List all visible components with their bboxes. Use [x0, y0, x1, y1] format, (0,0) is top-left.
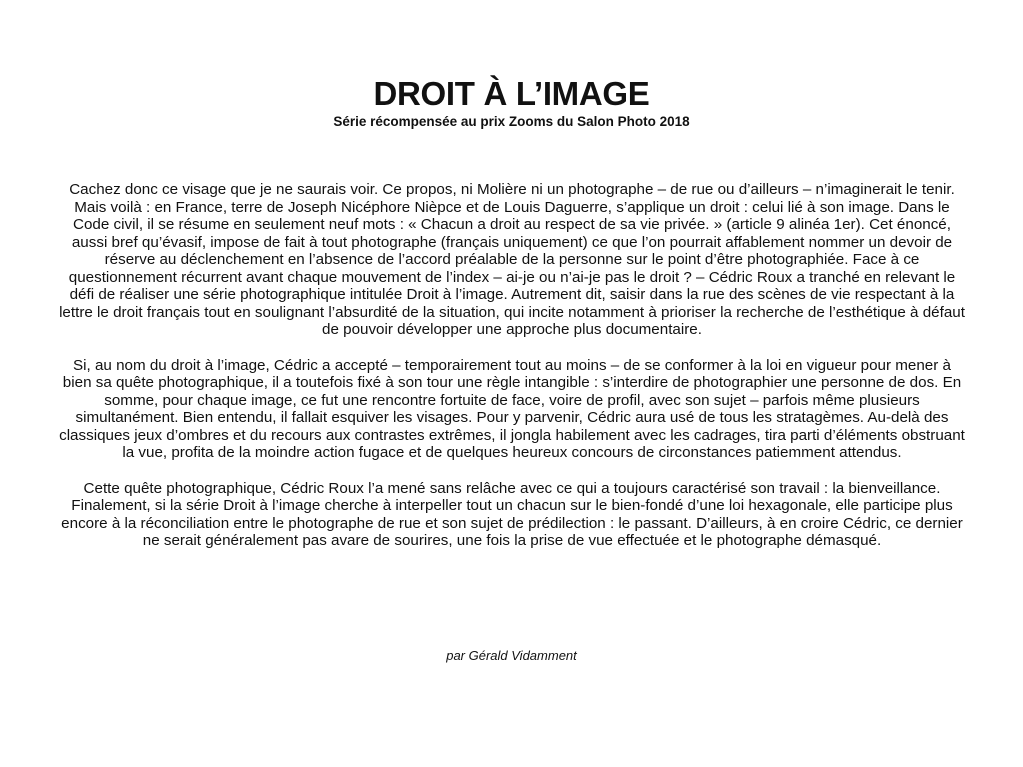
- body-paragraph: Cette quête photographique, Cédric Roux l’a mené sans relâche avec ce qui a toujours caractérisé son travail : la bienveillance. Finalement, si la série Droit à l’image cherche à interpeller tout un chacun sur le bien-fondé d’une loi hexagonale, elle participe plus encore à la réconciliation entre le photographe de rue et son sujet de prédilection : le passant. D’ailleurs, à en croire Cédric, ce dernier ne serait généralement pas avare de sourires, une fois la prise de vue effectuée et le photographe démasqué.: [61, 479, 963, 549]
- body-text: [58, 181, 966, 568]
- body-paragraph: Si, au nom du droit à l’image, Cédric a accepté – temporairement tout au moins – de se conformer à la loi en vigueur pour mener à bien sa quête photographique, il a toutefois fixé à son tour une règle intangible : s’interdire de photographier une personne de dos. En somme, pour chaque image, ce fut une rencontre fortuite de face, voire de profil, avec son sujet – parfois même plusieurs simultanément. Bien entendu, il fallait esquiver les visages. Pour y parvenir, Cédric aura usé de tous les stratagèmes. Au-delà des classiques jeux d’ombres et du recours aux contrastes extrêmes, il jongla habilement avec les cadrages, tira parti d’éléments obstruant la vue, profita de la moindre action fugace et de quelques heureux concours de circonstances patiemment attendus.: [59, 356, 965, 461]
- author-credit: par Gérald Vidamment: [446, 648, 577, 663]
- page-subtitle: Série récompensée au prix Zooms du Salon Photo 2018: [333, 114, 690, 129]
- body-paragraph: Cachez donc ce visage que je ne saurais voir. Ce propos, ni Molière ni un photographe – de rue ou d’ailleurs – n’imaginerait le tenir. Mais voilà : en France, terre de Joseph Nicéphore Nièpce et de Louis Daguerre, s’applique un droit : celui lié à son image. Dans le Code civil, il se résume en seulement neuf mots : « Chacun a droit au respect de sa vie privée. » (article 9 alinéa 1er). Cet énoncé, aussi bref qu’évasif, impose de fait à tout photographe (français uniquement) ce que l’on pourrait affablement nommer un devoir de réserve au déclenchement en l’absence de l’accord préalable de la personne sur le point d’être photographiée. Face à ce questionnement récurrent avant chaque mouvement de l’index – ai-je ou n’ai-je pas le droit ? – Cédric Roux a tranché en relevant le défi de réaliser une série photographique intitulée Droit à l’image. Autrement dit, saisir dans la rue des scènes de vie respectant à la lettre le droit français tout en soulignant l’absurdité de la situation, qui incite notamment à prioriser la recherche de l’esthétique à défaut de pouvoir développer une approche plus documentaire.: [59, 181, 965, 338]
- page-title: DROIT À L’IMAGE: [373, 75, 650, 112]
